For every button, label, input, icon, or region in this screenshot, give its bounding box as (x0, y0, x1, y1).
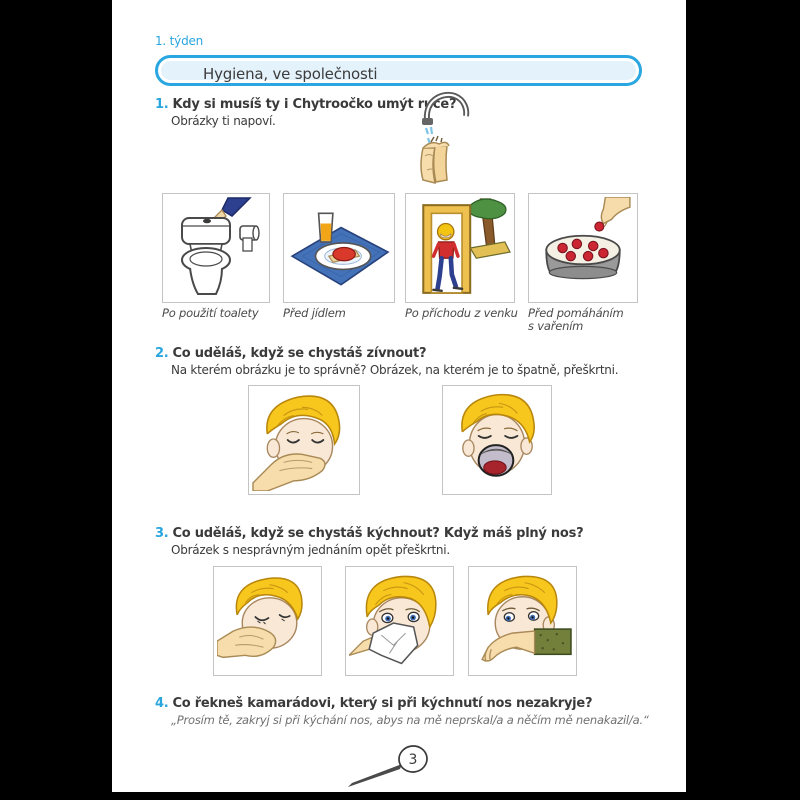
illustration-yawn-open (442, 385, 552, 495)
question-3-instruction: Obrázek s nesprávným jednáním opět přeškrtni. (171, 543, 450, 557)
question-2-instruction: Na kterém obrázku je to správně? Obrázek, na kterém je to špatně, přeškrtni. (171, 363, 619, 377)
illustration-wipe-nose-sleeve (468, 566, 577, 676)
question-2 (155, 346, 618, 377)
question-4-number: 4. (155, 696, 169, 711)
question-4-title: Co řekneš kamarádovi, který si při kýchnutí nos nezakryje? (172, 696, 593, 711)
caption-cooking: Před pomáháním s vařením (528, 306, 624, 333)
caption-toilet: Po použití toalety (162, 306, 259, 320)
question-1-title: Kdy si musíš ty i Chytroočko umýt ruce? (172, 97, 457, 112)
question-2-title: Co uděláš, když se chystáš zívnout? (172, 346, 427, 361)
page-number-marker (340, 740, 432, 792)
question-3-number: 3. (155, 526, 169, 541)
illustration-blow-nose-tissue (345, 566, 454, 676)
illustration-meal-on-table (283, 193, 395, 303)
question-3-title: Co uděláš, když se chystáš kýchnout? Když máš plný nos? (172, 526, 584, 541)
week-label: 1. týden (155, 34, 204, 48)
illustration-toilet-flush (162, 193, 270, 303)
question-2-number: 2. (155, 346, 169, 361)
chapter-banner (155, 55, 642, 86)
caption-outside: Po příchodu z venku (405, 306, 518, 320)
chapter-title: Hygiena, ve společnosti (203, 65, 378, 83)
workbook-page (112, 0, 686, 792)
illustration-boy-coming-from-outside (405, 193, 515, 303)
question-4-answer: „Prosím tě, zakryj si při kýchání nos, abys na mě neprskal/a a něčím mě nenakazil/a.“ (171, 713, 649, 727)
question-1-number: 1. (155, 97, 169, 112)
illustration-sneeze-into-hand (213, 566, 322, 676)
illustration-strawberry-cake-decorating (528, 193, 638, 303)
pencil-icon (348, 764, 402, 787)
caption-meal: Před jídlem (283, 306, 346, 320)
washing-hands-icon (405, 86, 479, 186)
illustration-yawn-covered (248, 385, 360, 495)
question-4 (155, 696, 649, 727)
page-number: 3 (408, 752, 418, 768)
question-1-instruction: Obrázky ti napoví. (171, 114, 276, 128)
question-3 (155, 526, 583, 557)
